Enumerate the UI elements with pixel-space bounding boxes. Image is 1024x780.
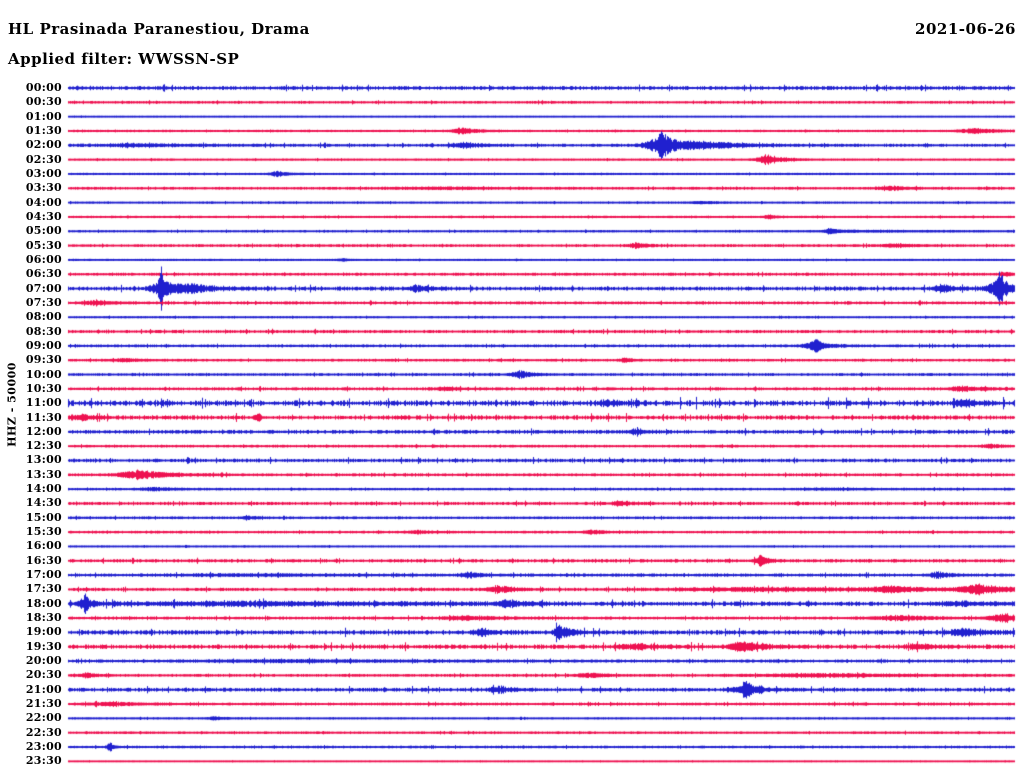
time-label: 15:30: [25, 525, 62, 539]
time-label: 21:00: [25, 682, 62, 696]
time-label: 16:30: [25, 553, 62, 567]
time-label: 19:30: [25, 639, 62, 653]
time-label: 00:00: [25, 81, 62, 94]
time-label: 09:30: [25, 353, 62, 367]
time-label: 13:00: [25, 453, 62, 467]
time-label: 22:00: [25, 711, 62, 725]
time-label: 16:00: [25, 539, 62, 553]
time-label: 04:00: [25, 195, 62, 209]
time-label: 01:30: [25, 123, 62, 137]
time-label: 09:00: [25, 338, 62, 352]
time-label: 08:00: [25, 310, 62, 324]
time-label: 07:30: [25, 295, 62, 309]
time-label: 04:30: [25, 209, 62, 223]
time-label: 03:30: [25, 181, 62, 195]
time-label: 12:30: [25, 439, 62, 453]
time-label: 22:30: [25, 725, 62, 739]
time-label: 19:00: [25, 625, 62, 639]
time-label: 17:30: [25, 582, 62, 596]
time-label: 06:00: [25, 252, 62, 266]
time-label: 17:00: [25, 568, 62, 582]
time-label: 01:00: [25, 109, 62, 123]
time-label: 11:30: [25, 410, 62, 424]
time-label: 02:00: [25, 138, 62, 152]
time-label: 21:30: [25, 697, 62, 711]
time-label: 07:00: [25, 281, 62, 295]
time-label: 23:00: [25, 740, 62, 754]
time-label: 20:30: [25, 668, 62, 682]
time-label: 14:30: [25, 496, 62, 510]
time-label: 20:00: [25, 654, 62, 668]
time-label: 05:30: [25, 238, 62, 252]
time-label: 18:30: [25, 611, 62, 625]
time-label: 03:00: [25, 166, 62, 180]
time-label: 10:30: [25, 381, 62, 395]
time-label: 13:30: [25, 467, 62, 481]
time-label: 06:30: [25, 267, 62, 281]
time-label: 18:00: [25, 596, 62, 610]
time-label: 11:00: [25, 396, 62, 410]
time-label: 02:30: [25, 152, 62, 166]
time-label: 00:30: [25, 95, 62, 109]
time-label: 10:00: [25, 367, 62, 381]
time-label: 08:30: [25, 324, 62, 338]
time-label: 05:00: [25, 224, 62, 238]
time-label: 15:00: [25, 510, 62, 524]
time-label: 14:00: [25, 482, 62, 496]
time-label: 23:30: [25, 754, 62, 768]
time-label: 12:00: [25, 424, 62, 438]
